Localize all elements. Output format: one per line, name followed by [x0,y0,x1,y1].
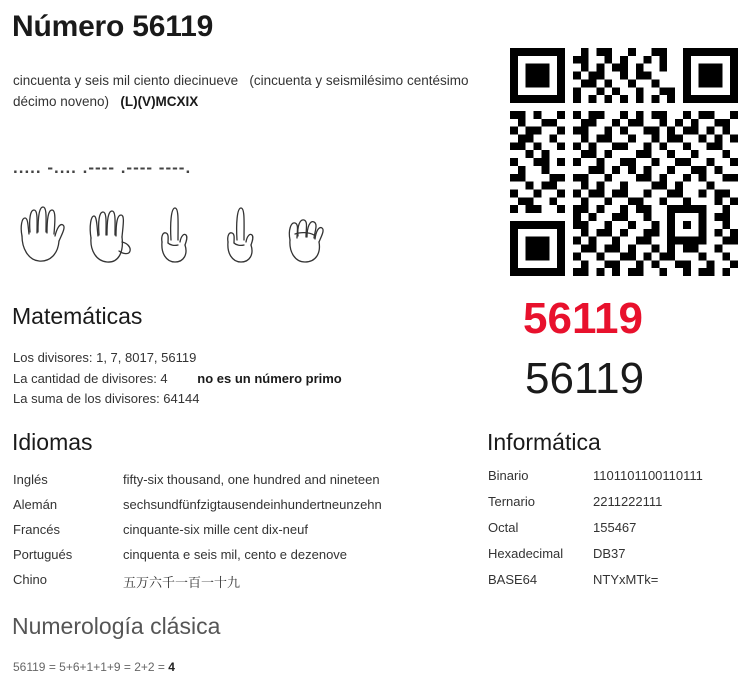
number-black: 56119 [525,354,645,403]
info-key: Hexadecimal [488,546,564,561]
table-row [13,497,463,522]
info-key: Octal [488,520,519,535]
hand-digit-6-icon [78,196,138,268]
info-value: 2211222111 [593,494,663,509]
section-heading-matematicas: Matemáticas [12,303,143,329]
lang-name: Portugués [13,547,73,562]
qr-code [510,48,738,276]
roman-numeral: (L)(V)MCXIX [120,94,199,109]
info-value: DB37 [593,546,626,561]
info-value: 155467 [593,520,637,535]
numerology-expression: 56119 = 5+6+1+1+9 = 2+2 = [13,660,169,674]
languages-table [13,472,463,601]
written-alt: (cincuenta y seismilésimo centésimo décimo noveno) [13,73,469,109]
morse-code: ..... -.... .---- .---- ----. [13,158,192,177]
info-key: Binario [488,468,529,483]
hand-digit-1b-icon [210,196,270,268]
table-row [13,547,463,572]
lang-value: 五万六千一百一十九 [123,575,241,590]
page-title: Número 56119 [12,10,214,43]
table-row [488,546,750,572]
lang-value: sechsundfünfzigtausendeinhundertneunzehn [123,497,382,512]
table-row [13,472,463,497]
lang-value: cinquenta e seis mil, cento e dezenove [123,547,348,562]
section-heading-numerologia: Numerología clásica [12,613,221,639]
table-row [488,520,750,546]
lang-value: fifty-six thousand, one hundred and nineteen [123,472,380,487]
table-row [488,494,750,520]
section-heading-informatica: Informática [487,429,601,455]
divisor-sum-line: La suma de los divisores: 64144 [13,391,200,406]
hand-digit-1-icon [144,196,204,268]
lang-name: Chino [13,572,47,587]
informatics-table [488,468,750,598]
info-value: NTYxMTk= [593,572,659,587]
divisor-count-line: La cantidad de divisores: 4 [13,370,168,386]
section-heading-idiomas: Idiomas [12,429,93,455]
info-key: Ternario [488,494,535,509]
hand-digit-9-icon [276,196,336,268]
written-main: cincuenta y seis mil ciento diecinueve [13,73,239,88]
numerology-formula [13,660,175,674]
written-form [13,70,483,112]
table-row [13,572,463,601]
math-details [13,348,342,410]
numerology-result: 4 [168,660,175,674]
number-red: 56119 [523,294,643,343]
divisors-line: Los divisores: 1, 7, 8017, 56119 [13,350,197,365]
table-row [13,522,463,547]
lang-value: cinquante-six mille cent dix-neuf [123,522,308,537]
info-value: 1101101100110111 [593,468,703,483]
hand-digit-5-icon [12,196,72,268]
lang-name: Alemán [13,497,58,512]
prime-note: no es un número primo [197,370,342,386]
info-key: BASE64 [488,572,538,587]
table-row [488,468,750,494]
hand-sign-row [12,196,342,268]
table-row [488,572,750,598]
lang-name: Inglés [13,472,48,487]
lang-name: Francés [13,522,60,537]
